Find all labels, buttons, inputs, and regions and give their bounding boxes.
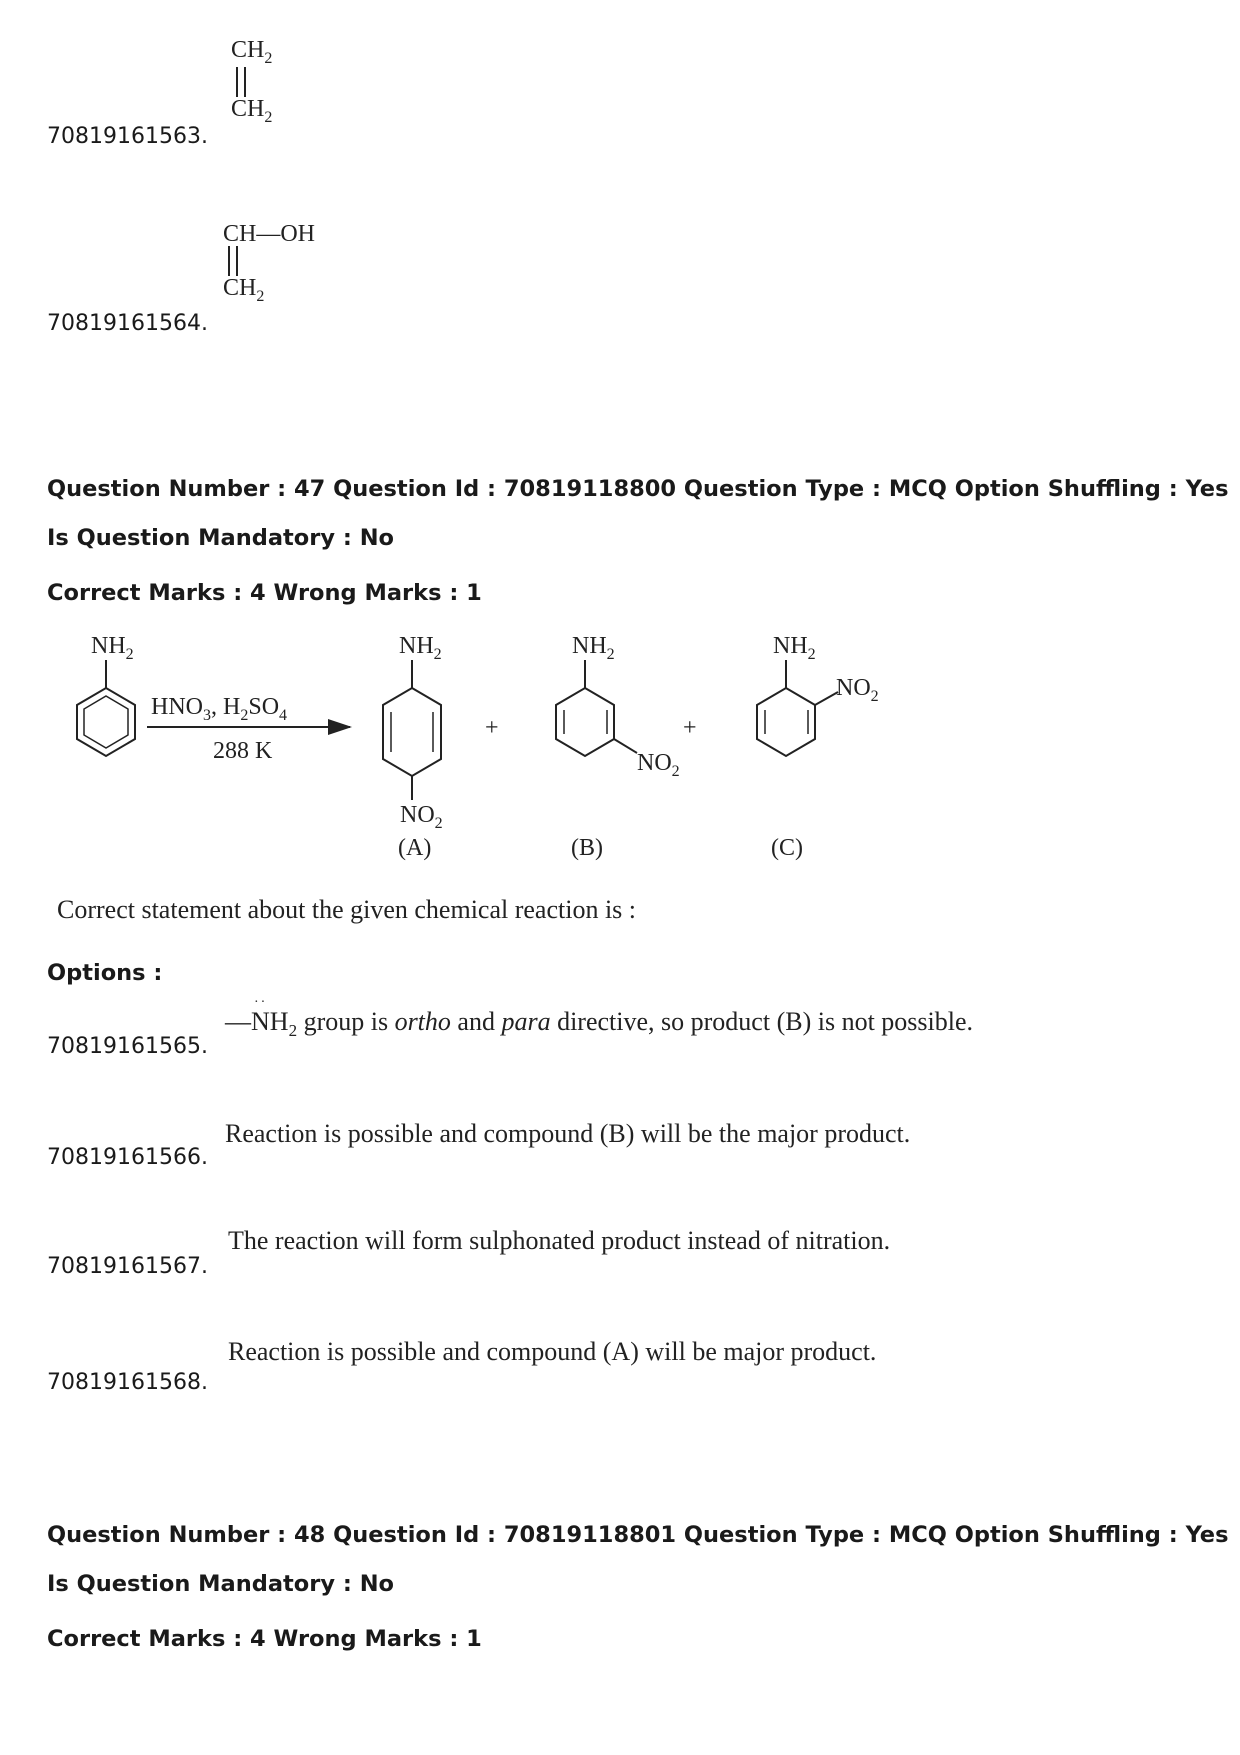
svg-text:NH2: $NH_2$: [399, 633, 442, 663]
q48-header-line: Question Number : 48 Question Id : 70819118801 Question Type : MCQ Option Shuffling : Yes: [47, 1522, 1229, 1548]
option-3-id: 70819161567.: [47, 1254, 208, 1279]
q48-mandatory-line: Is Question Mandatory : No: [47, 1571, 394, 1597]
plus-sign-1: +: [485, 715, 499, 741]
product-b: [556, 633, 680, 861]
prev-option-2-formula: CH—OH $CH_2$: [223, 221, 316, 305]
prev-option-1-id: 70819161563.: [47, 124, 208, 149]
option-4-text[interactable]: Reaction is possible and compound (A) will be major product.: [228, 1337, 877, 1366]
reactant-aniline: [77, 633, 135, 756]
product-a: [383, 633, 443, 861]
svg-text:288 K: 288 K: [213, 738, 273, 764]
plus-sign-2: +: [683, 715, 697, 741]
svg-text:NO2: $NO_2$: [836, 675, 879, 705]
q47-header-line: Question Number : 47 Question Id : 70819118800 Question Type : MCQ Option Shuffling : Yes: [47, 476, 1229, 502]
product-c: [757, 633, 879, 861]
q48-marks-line: Correct Marks : 4 Wrong Marks : 1: [47, 1626, 482, 1652]
option-1-id: 70819161565.: [47, 1034, 208, 1059]
option-4-id: 70819161568.: [47, 1370, 208, 1395]
q47-mandatory-line: Is Question Mandatory : No: [47, 525, 394, 551]
reaction-scheme: [55, 620, 935, 870]
question-stem: Correct statement about the given chemical reaction is :: [57, 895, 637, 924]
svg-text:NH2: $NH_2$: [773, 633, 816, 663]
svg-text:(B): (B): [571, 835, 603, 861]
q47-marks-line: Correct Marks : 4 Wrong Marks : 1: [47, 580, 482, 606]
option-2-id: 70819161566.: [47, 1145, 208, 1170]
svg-text:(C): (C): [771, 835, 803, 861]
svg-text:(A): (A): [398, 835, 432, 861]
option-2-text[interactable]: Reaction is possible and compound (B) will be the major product.: [225, 1119, 911, 1148]
prev-option-2-id: 70819161564.: [47, 311, 208, 336]
option-3-text[interactable]: The reaction will form sulphonated product instead of nitration.: [228, 1226, 891, 1255]
svg-text:NH2: $NH_2$: [572, 633, 615, 663]
svg-text:HNO3, H2SO4: $HNO_3$, $H_2SO_4$: [151, 694, 288, 724]
prev-option-1-formula: $CH_2$ $CH_2$: [231, 37, 273, 126]
svg-text:NO2: $NO_2$: [637, 750, 680, 780]
svg-text:NO2: $NO_2$: [400, 802, 443, 832]
svg-text:NH2: $NH_2$: [91, 633, 134, 663]
options-label: Options :: [47, 960, 163, 986]
option-1-text[interactable]: — ·· $NH_2$ group is ortho and para directive, so product (B) is not possible.: [225, 995, 974, 1041]
reaction-arrow: [147, 694, 350, 764]
